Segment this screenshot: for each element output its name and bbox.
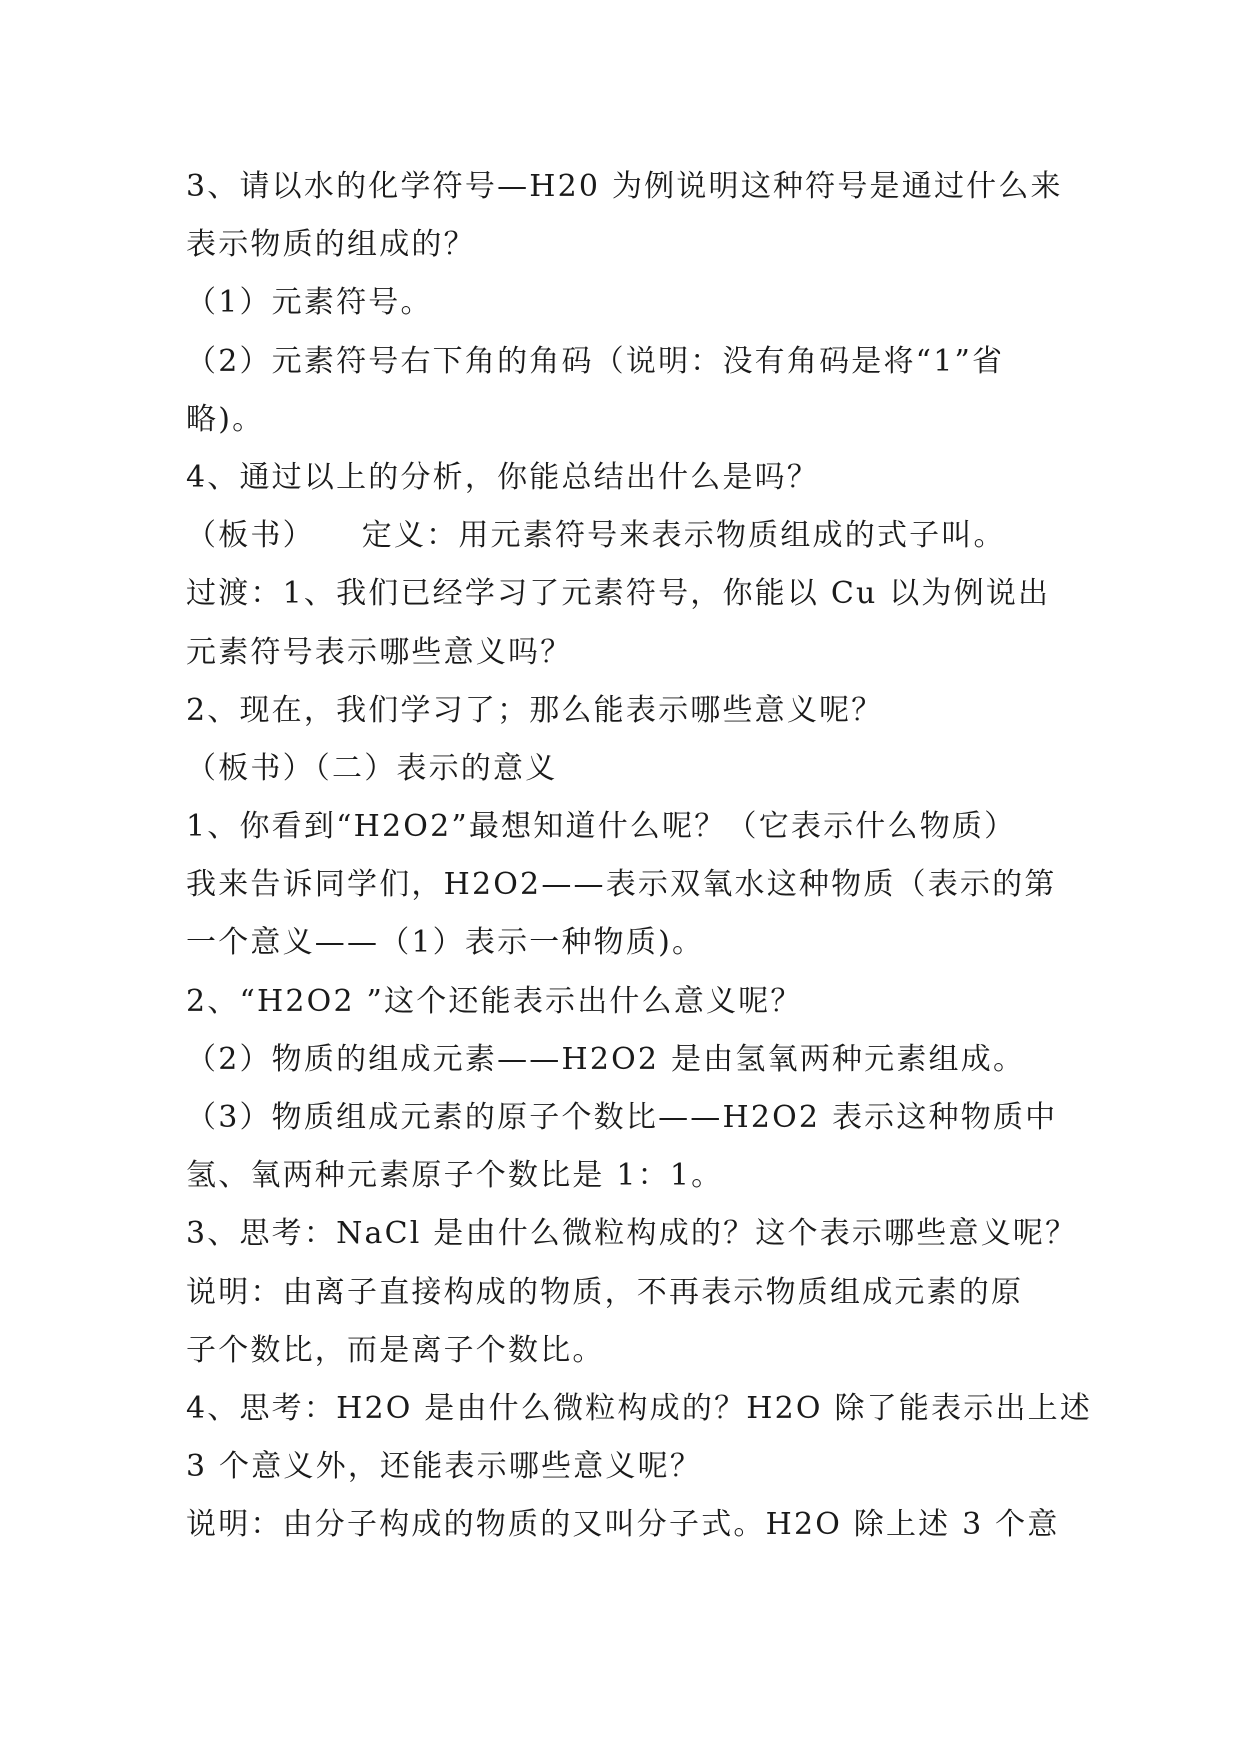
text-line: 3、请以水的化学符号—H20 为例说明这种符号是通过什么来: [186, 169, 1063, 204]
text-line: （1）元素符号。: [186, 285, 433, 321]
text-line: 我来告诉同学们，H2O2——表示双氧水这种物质（表示的第: [186, 867, 1057, 903]
text-line: 过渡：1、我们已经学习了元素符号，你能以 Cu 以为例说出: [186, 576, 1051, 612]
text-line: 说明：由离子直接构成的物质，不再表示物质组成元素的原: [186, 1274, 1024, 1310]
text-line: 3、思考：NaCl 是由什么微粒构成的？这个表示哪些意义呢？: [186, 1216, 1078, 1252]
text-line: 表示物质的组成的？: [186, 227, 476, 263]
text-line: （2）元素符号右下角的角码（说明：没有角码是将“1”省: [186, 343, 1005, 379]
text-line: 2、现在，我们学习了；那么能表示哪些意义呢？: [186, 692, 884, 728]
text-line: 说明：由分子构成的物质的又叫分子式。H2O 除上述 3 个意: [186, 1507, 1060, 1543]
text-line: 一个意义——（1）表示一种物质)。: [186, 925, 705, 961]
text-line: （3）物质组成元素的原子个数比——H2O2 表示这种物质中: [186, 1100, 1058, 1135]
text-line: （板书）（二）表示的意义: [186, 750, 558, 786]
text-line: 子个数比，而是离子个数比。: [186, 1332, 605, 1368]
text-line: 2、“H2O2 ”这个还能表示出什么意义呢？: [186, 983, 803, 1019]
text-line: 4、思考：H2O 是由什么微粒构成的？H2O 除了能表示出上述: [186, 1390, 1093, 1426]
text-line: 3 个意义外，还能表示哪些意义呢？: [186, 1449, 703, 1485]
text-line: 氢、氧两种元素原子个数比是 1：1。: [186, 1158, 724, 1194]
text-line: （2）物质的组成元素——H2O2 是由氢氧两种元素组成。: [186, 1041, 1026, 1077]
document-body: [186, 158, 1093, 1555]
text-line: 1、你看到“H2O2”最想知道什么呢？（它表示什么物质）: [186, 809, 1017, 845]
text-line: （板书） 定义：用元素符号来表示物质组成的式子叫。: [186, 518, 1006, 554]
text-line: 略)。: [186, 401, 265, 437]
text-line: 元素符号表示哪些意义吗？: [186, 634, 573, 670]
text-line: 4、通过以上的分析，你能总结出什么是吗？: [186, 459, 820, 495]
